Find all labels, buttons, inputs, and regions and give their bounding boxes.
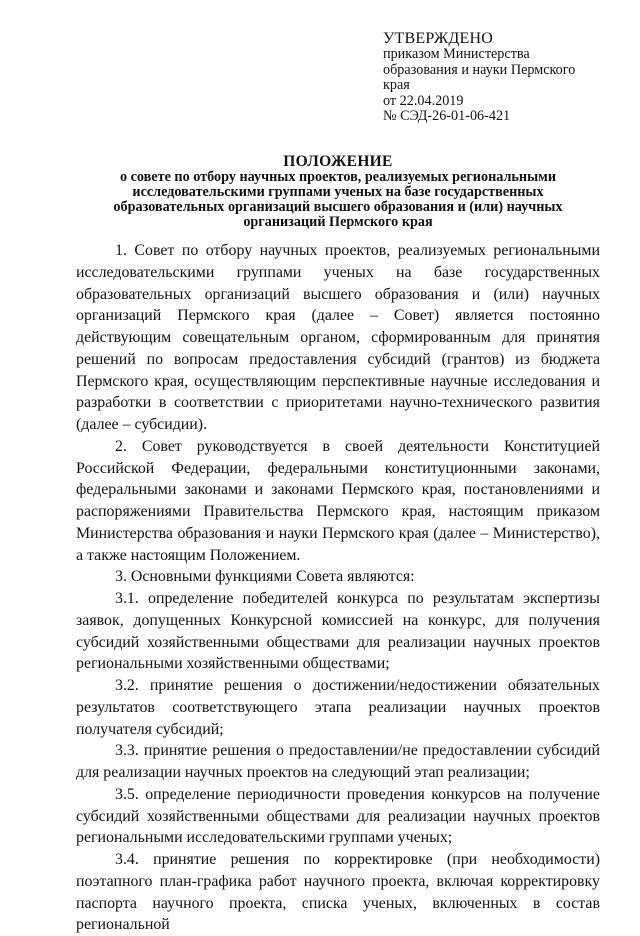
paragraph-3-5: 3.5. определение периодичности проведения конкурсов на получение субсидий хозяйственными обществами для реализации научных проектов региональными исследовательскими группами ученых; (76, 785, 600, 847)
document-heading (76, 153, 600, 230)
paragraph-3: 3. Основными функциями Совета являются: (115, 568, 415, 586)
paragraph-3-3: 3.3. принятие решения о предоставлении/не предоставлении субсидий для реализации научных проектов на следующий этап реализации; (76, 742, 600, 781)
approval-date: от 22.04.2019 (383, 92, 464, 109)
approval-stamp (383, 30, 623, 125)
approval-number: № СЭД-26-01-06-421 (383, 108, 511, 125)
approval-line: приказом Министерства (383, 46, 530, 62)
paragraph-1: 1. Совет по отбору научных проектов, реализуемых региональными исследовательскими группами ученых на базе государственных образовательных организаций высшего образования и (или) научных организаций Пермского края (далее – Совет) является постоянно действующим совещательным органом, сформированным для принятия решений по вопросам предоставления субсидий (грантов) из бюджета Пермского края, осуществляющим перспективные научные исследования и разработки в соответствии с приоритетами научно-технического развития (далее – субсидии). (76, 242, 600, 433)
approval-title: УТВЕРЖДЕНО (383, 30, 494, 47)
approval-line: края (383, 77, 410, 94)
paragraph-3-1: 3.1. определение победителей конкурса по результатам экспертизы заявок, допущенных Конкурсной комиссией на конкурс, для получения субсидий хозяйственными обществами для реализации научных проектов региональными хозяйственными обществами; (76, 590, 600, 673)
paragraph-2: 2. Совет руководствуется в своей деятельности Конституцией Российской Федерации, федеральными конституционными законами, федеральными законами и законами Пермского края, постановлениями и распоряжениями Правительства Пермского края, настоящим приказом Министерства образования и науки Пермского края (далее – Министерство), а также настоящим Положением. (76, 437, 600, 564)
document-title: ПОЛОЖЕНИЕ (283, 153, 393, 170)
approval-line: образования и науки Пермского (383, 61, 576, 78)
paragraph-3-4: 3.4. принятие решения по корректировке (при необходимости) поэтапного план-графика работ научного проекта, включая корректировку паспорта научного проекта, списка ученых, включенных в состав региональной (76, 851, 600, 934)
document-subtitle: о совете по отбору научных проектов, реализуемых региональными исследовательскими группами ученых на базе государственных образовательных организаций высшего образования и (или) научных организаций Пермского края (113, 169, 563, 230)
paragraph-3-2: 3.2. принятие решения о достижении/недостижении обязательных результатов соответствующего этапа реализации научных проектов получателя субсидий; (76, 677, 600, 738)
document-body (76, 240, 600, 936)
